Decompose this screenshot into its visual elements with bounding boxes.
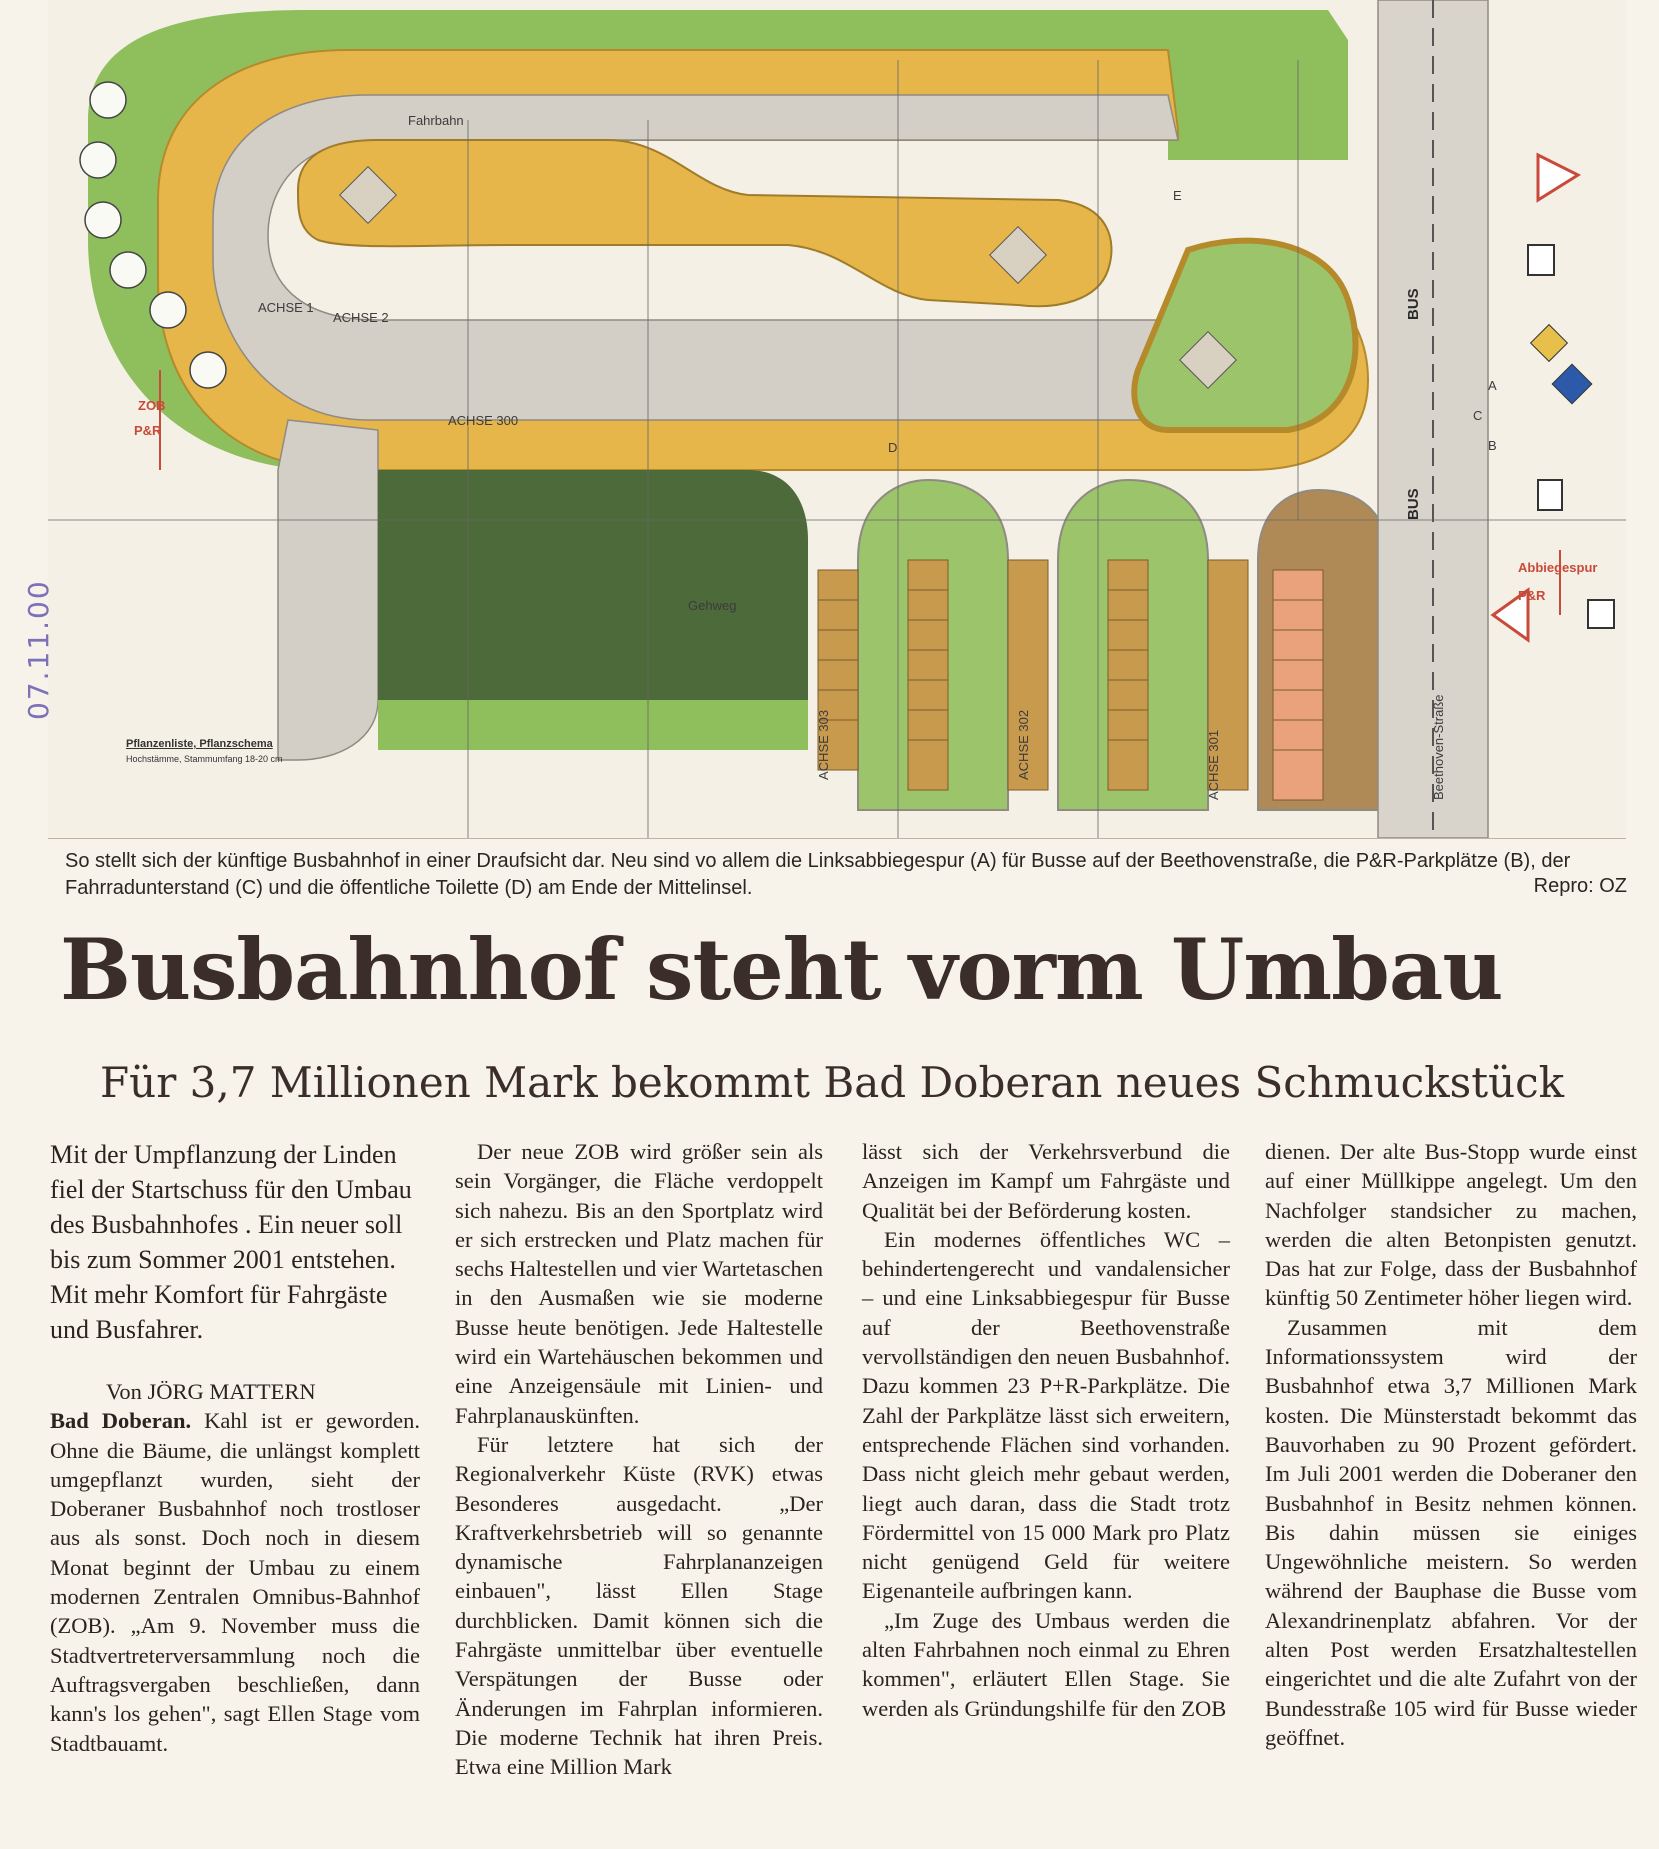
article-dateline: Bad Doberan. [50,1408,192,1434]
marker-c: C [1473,408,1483,423]
article-paragraph-1: Kahl ist er geworden. Ohne die Bäume, die unlängst komplett umgepflanzt wurden, sieht der Doberaner Busbahnhof noch trostloser aus als sonst. Doch noch in diesem Monat beginnt der Umbau zu einem modernen Zentralen Omnibus-Bahnhof (ZOB). „Am 9. November muss die Stadtvertreterversammlung noch die Auftragsvergaben beschließen, dann kann's los gehen", sagt Ellen Stage vom Stadtbauamt. [50,1408,420,1756]
subheadline: Für 3,7 Millionen Mark bekommt Bad Doberan neues Schmuckstück [100,1058,1565,1107]
handwritten-date-stamp: 07.11.00 [22,579,55,720]
marker-e: E [1173,188,1182,203]
article-byline: Von JÖRG MATTERN [106,1379,316,1404]
label-pr-right: P&R [1518,588,1546,603]
label-achse-2: ACHSE 2 [333,310,389,325]
label-achse-302: ACHSE 302 [1016,709,1031,780]
article-lead: Mit der Umpflanzung der Linden fiel der Startschuss für den Umbau des Busbahnhofes . Ein neuer soll bis zum Sommer 2001 entstehen. Mit mehr Komfort für Fahrgäste und Busfahrer. [50,1140,412,1344]
article-paragraph-3: Für letztere hat sich der Regionalverkehr Küste (RVK) etwas Besonderes ausgedacht. „Der Kraftverkehrsbetrieb will so genannte dynamische Fahrplananzeigen einbauen", lässt Ellen Stage durchblicken. Damit können sich die Fahrgäste unmittelbar über eventuelle Verspätungen der Busse oder Änderungen im Fahrplan informieren. Die moderne Technik hat ihren Preis. Etwa eine Million Mark [455,1431,823,1780]
label-zob: ZOB [138,398,166,413]
article-paragraph-6: „Im Zuge des Umbaus werden die alten Fahrbahnen noch einmal zu Ehren kommen", erläutert Ellen Stage. Sie werden als Gründungshilfe für den ZOB [862,1607,1230,1721]
site-plan-image [48,0,1626,839]
plant-legend-line: Hochstämme, Stammumfang 18-20 cm [126,754,283,764]
label-beethovenstrasse: Beethoven-Straße [1431,694,1446,800]
site-plan-drawing [48,0,1626,838]
article-column-2 [455,1137,823,1782]
article-paragraph-8: Zusammen mit dem Informationssystem wird der Busbahnhof etwa 3,7 Millionen Mark kosten. Die Münsterstadt bekommt das Bauvorhaben zu 90 Prozent gefördert. Im Juli 2001 werden die Doberaner den Busbahnhof in Besitz nehmen können. Bis dahin müssen sie einiges Ungewöhnliche meistern. So werden während der Bauphase die Busse vom Alexandrinenplatz abfahren. Vor der alten Post werden Ersatzhaltestellen eingerichtet und die alte Zufahrt von der Bundesstraße 105 wird für Busse wieder geöffnet. [1265,1314,1637,1750]
plant-legend [126,738,326,764]
label-achse-303: ACHSE 303 [816,709,831,780]
article-paragraph-2: Der neue ZOB wird größer sein als sein Vorgänger, die Fläche verdoppelt sich nahezu. Bis an den Sportplatz wird er sich erstrecken und Platz machen für sechs Haltestellen und vier Wartetaschen in den Ausmaßen wie sie moderne Busse heute benötigen. Jede Haltestelle wird ein Wartehäuschen bekommen und eine Anzeigensäule mit Linien- und Fahrplanauskünften. [455,1139,823,1428]
label-achse-1: ACHSE 1 [258,300,314,315]
article-paragraph-4: lässt sich der Verkehrsverbund die Anzeigen im Kampf um Fahrgäste und Qualität bei der Beförderung kosten. [862,1139,1230,1223]
article-paragraph-7: dienen. Der alte Bus-Stopp wurde einst auf einer Müllkippe angelegt. Um den Nachfolger standsicher zu machen, werden die alten Betonpisten genutzt. Das hat zur Folge, dass der Busbahnhof künftig 50 Zentimeter höher liegen wird. [1265,1139,1637,1311]
article-paragraph-5: Ein modernes öffentliches WC – behindertengerecht und vandalensicher – und eine Linksabbiegespur für Busse auf der Beethovenstraße vervollständigen den neuen Busbahnhof. Dazu kommen 23 P+R-Parkplätze. Die Zahl der Parkplätze lässt sich erweitern, entsprechende Flächen sind vorhanden. Dass nicht gleich mehr gebaut werden, liegt auch daran, dass die Stadt trotz Fördermittel von 15 000 Mark pro Platz nicht genügend Geld für weitere Eigenanteile aufbringen kann. [862,1226,1230,1604]
label-achse-300: ACHSE 300 [448,413,519,428]
image-credit: Repro: OZ [1533,875,1627,897]
article-column-4 [1265,1137,1637,1752]
plant-legend-title: Pflanzenliste, Pflanzschema [126,738,273,750]
article-column-3 [862,1137,1230,1723]
label-abbiegespur: Abbiegespur [1518,560,1598,575]
label-fahrbahn: Fahrbahn [408,113,464,128]
marker-b: B [1488,438,1497,453]
marker-d: D [888,440,898,455]
label-pr-left: P&R [134,423,162,438]
label-bus-top: BUS [1405,288,1422,320]
headline: Busbahnhof steht vorm Umbau [60,920,1503,1019]
marker-a: A [1488,378,1497,393]
image-caption: So stellt sich der künftige Busbahnhof in einer Draufsicht dar. Neu sind vo allem die Linksabbiegespur (A) für Busse auf der Beethovenstraße, die P&R-Parkplätze (B), der Fahrradunterstand (C) und die öffentliche Toilette (D) am Ende der Mittelinsel. [65,850,1571,899]
label-gehweg: Gehweg [688,598,737,613]
label-bus-bottom: BUS [1405,488,1422,520]
article-column-1 [50,1137,420,1758]
label-achse-301: ACHSE 301 [1206,729,1221,800]
